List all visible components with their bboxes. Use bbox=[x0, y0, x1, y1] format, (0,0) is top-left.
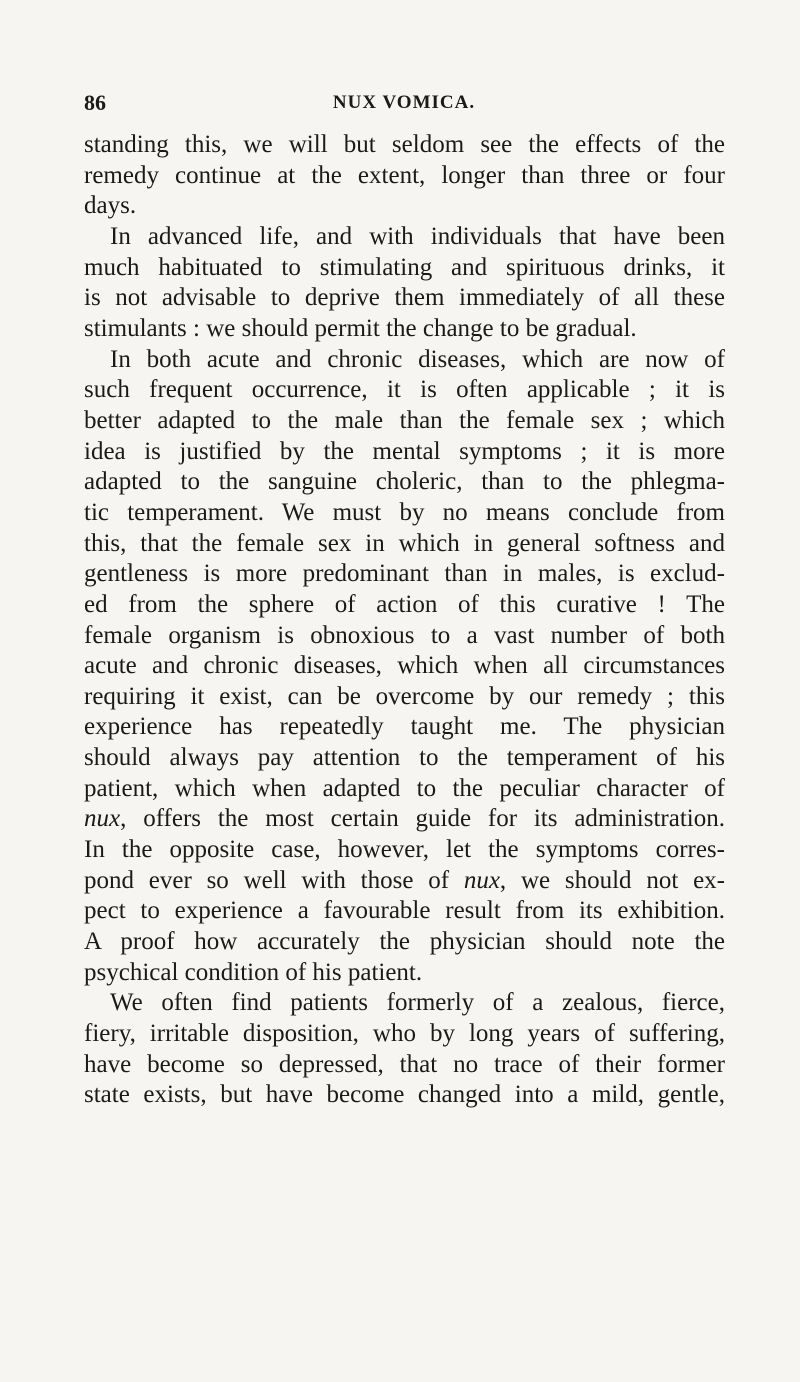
text-segment: pond ever so well with those of bbox=[84, 866, 464, 894]
body-text bbox=[84, 130, 725, 1111]
text-line: tic temperament. We must by no means conclude from bbox=[84, 498, 725, 526]
text-line: standing this, we will but seldom see the effects of the bbox=[84, 131, 725, 158]
text-line: adapted to the sanguine choleric, than to the phlegma- bbox=[84, 468, 725, 496]
text-line: stimulants : we should permit the change to be gradual. bbox=[84, 314, 637, 342]
text-line: this, that the female sex in which in general softness and bbox=[84, 529, 725, 557]
text-line: In both acute and chronic diseases, which are now of bbox=[110, 345, 725, 373]
italic-text: nux bbox=[84, 805, 121, 833]
text-line: psychical condition of his patient. bbox=[84, 958, 423, 986]
text-line: much habituated to stimulating and spirituous drinks, it bbox=[84, 253, 725, 281]
text-line: should always pay attention to the temperament of his bbox=[84, 744, 725, 772]
text-line: In advanced life, and with individuals that have been bbox=[110, 222, 725, 250]
text-line: patient, which when adapted to the peculiar character of bbox=[84, 774, 725, 802]
italic-text: nux bbox=[463, 866, 500, 894]
text-line: experience has repeatedly taught me. The physician bbox=[84, 713, 725, 741]
text-line bbox=[84, 866, 725, 897]
text-line: such frequent occurrence, it is often applicable ; it is bbox=[84, 376, 725, 404]
text-segment: , offers the most certain guide for its administration. bbox=[120, 805, 725, 833]
text-line bbox=[84, 804, 725, 835]
running-title: NUX VOMICA. bbox=[332, 92, 476, 113]
text-line: female organism is obnoxious to a vast number of both bbox=[84, 621, 725, 649]
text-line: acute and chronic diseases, which when all circumstances bbox=[84, 652, 725, 680]
text-line: days. bbox=[84, 192, 137, 220]
text-line: is not advisable to deprive them immediately of all these bbox=[84, 284, 725, 312]
text-line: ed from the sphere of action of this curative ! The bbox=[84, 590, 725, 618]
text-line: In the opposite case, however, let the symptoms corres- bbox=[84, 836, 725, 864]
text-line: idea is justified by the mental symptoms ; it is more bbox=[84, 437, 725, 465]
text-line: have become so depressed, that no trace of their former bbox=[84, 1050, 725, 1078]
text-line: We often find patients formerly of a zealous, fierce, bbox=[110, 989, 725, 1017]
text-line: gentleness is more predominant than in males, is exclud- bbox=[84, 560, 725, 588]
text-line: remedy continue at the extent, longer than three or four bbox=[84, 161, 725, 189]
text-line: A proof how accurately the physician should note the bbox=[84, 928, 725, 956]
text-line: requiring it exist, can be overcome by our remedy ; this bbox=[84, 682, 725, 710]
text-line: pect to experience a favourable result from its exhibition. bbox=[84, 897, 725, 925]
page-header bbox=[84, 88, 724, 118]
page-number: 86 bbox=[84, 90, 106, 115]
text-segment: , we should not ex- bbox=[499, 866, 725, 894]
text-line: state exists, but have become changed into a mild, gentle, bbox=[84, 1081, 725, 1109]
text-line: better adapted to the male than the female sex ; which bbox=[84, 406, 725, 434]
text-line: fiery, irritable disposition, who by long years of suffering, bbox=[84, 1020, 725, 1048]
